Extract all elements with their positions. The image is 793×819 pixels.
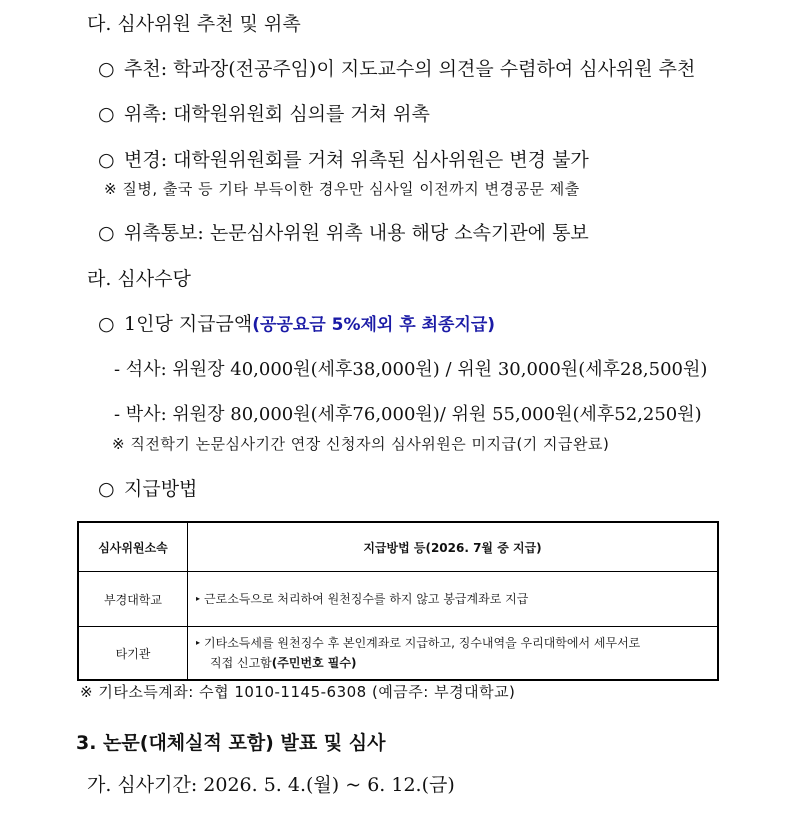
row-desc — [188, 627, 719, 681]
payment-method-table — [77, 521, 719, 681]
pay-amount-highlight: (공공요금 5%제외 후 최종지급) — [252, 315, 496, 335]
circle-bullet: ○ — [98, 313, 115, 335]
circle-bullet: ○ — [98, 58, 115, 80]
extension-note: ※ 직전학기 논문심사기간 연장 신청자의 심사위원은 미지급(기 지급완료) — [112, 435, 610, 453]
row-desc-bold: (주민번호 필수) — [271, 656, 357, 671]
circle-bullet: ○ — [98, 478, 115, 500]
triangle-marker: ▸ — [196, 638, 201, 648]
item-pay-amount — [98, 309, 495, 336]
master-pay-line: - 석사: 위원장 40,000원(세후38,000원) / 위원 30,000원(세후28,500원) — [114, 359, 708, 380]
row-org: 타기관 — [78, 627, 188, 681]
item-recommend — [98, 54, 695, 81]
account-note: ※ 기타소득계좌: 수협 1010-1145-6308 (예금주: 부경대학교) — [80, 683, 516, 701]
row-desc-text: 근로소득으로 처리하여 원천징수를 하지 않고 봉급계좌로 지급 — [204, 591, 529, 606]
item-appoint — [98, 99, 430, 126]
doctor-pay-line: - 박사: 위원장 80,000원(세후76,000원)/ 위원 55,000원(세후52,250원) — [114, 404, 702, 425]
heading-da: 다. 심사위원 추천 및 위촉 — [87, 13, 301, 35]
section3-title: 3. 논문(대체실적 포함) 발표 및 심사 — [76, 732, 386, 754]
change-note: ※ 질병, 출국 등 기타 부득이한 경우만 심사일 이전까지 변경공문 제출 — [104, 180, 580, 198]
item-notify-text: 위촉통보: 논문심사위원 위촉 내용 해당 소속기관에 통보 — [124, 222, 589, 244]
pay-method-text: 지급방법 — [124, 478, 198, 500]
item-review-period: 가. 심사기간: 2026. 5. 4.(월) ~ 6. 12.(금) — [87, 774, 455, 796]
row-desc-text-1: 기타소득세를 원천징수 후 본인계좌로 지급하고, 징수내역을 우리대학에서 세무서로 — [204, 635, 641, 650]
table-row — [78, 572, 718, 627]
heading-ra: 라. 심사수당 — [87, 268, 191, 290]
circle-bullet: ○ — [98, 222, 115, 244]
pay-amount-text: 1인당 지급금액 — [124, 313, 253, 335]
table-row — [78, 627, 718, 681]
item-pay-method — [98, 474, 197, 501]
header-method: 지급방법 등(2026. 7월 중 지급) — [188, 522, 719, 572]
circle-bullet: ○ — [98, 103, 115, 125]
item-change — [98, 145, 589, 172]
row-desc-text-2: 직접 신고함 — [210, 656, 272, 671]
triangle-marker: ▸ — [196, 594, 201, 604]
item-appoint-text: 위촉: 대학원위원회 심의를 거쳐 위촉 — [124, 103, 430, 125]
row-desc — [188, 572, 719, 627]
item-change-text: 변경: 대학원위원회를 거쳐 위촉된 심사위원은 변경 불가 — [124, 149, 589, 171]
header-org: 심사위원소속 — [78, 522, 188, 572]
table-header-row — [78, 522, 718, 572]
row-org: 부경대학교 — [78, 572, 188, 627]
item-notify — [98, 218, 589, 245]
circle-bullet: ○ — [98, 149, 115, 171]
item-recommend-text: 추천: 학과장(전공주임)이 지도교수의 의견을 수렴하여 심사위원 추천 — [124, 58, 696, 80]
